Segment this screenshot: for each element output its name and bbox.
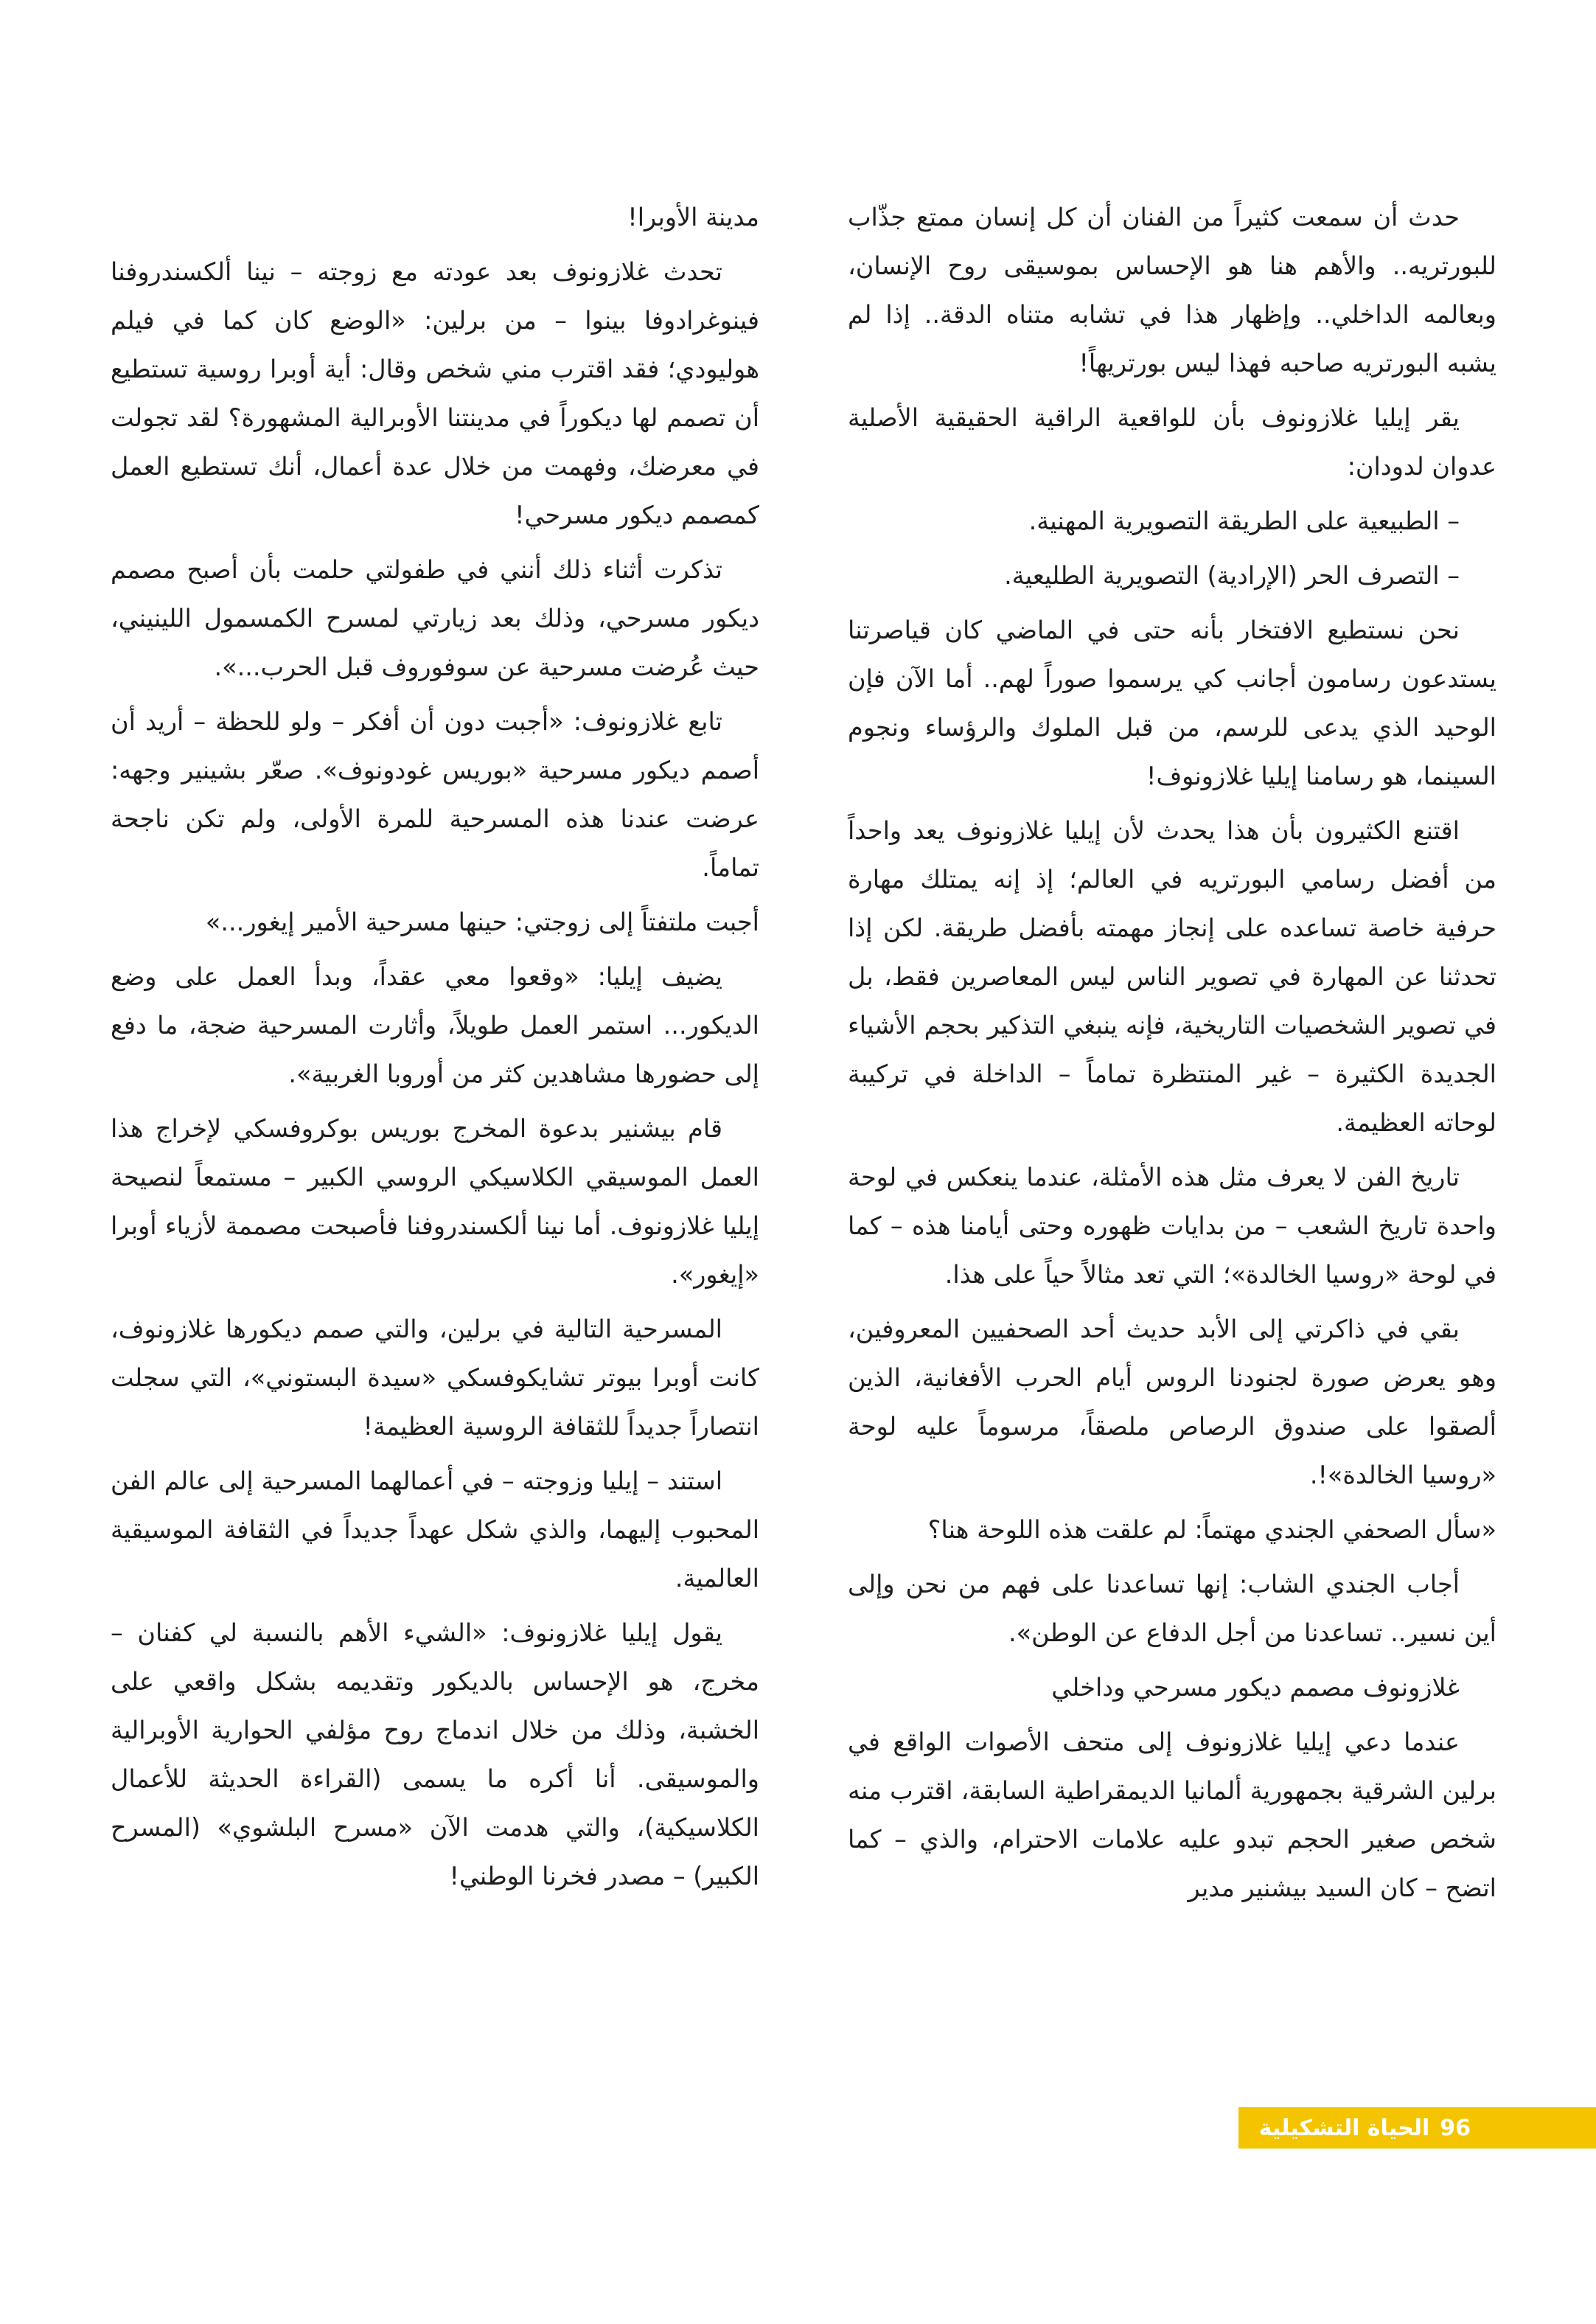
paragraph: قام بيشنير بدعوة المخرج بوريس بوكروفسكي لإخراج هذا العمل الموسيقي الكلاسيكي الروسي الكبير – مستمعاً لنصيحة إيليا غلازونوف. أما نينا ألكسندروفنا فأصبحت مصممة لأزياء أوبرا «إيغور».	[111, 1114, 759, 1289]
paragraph: بقي في ذاكرتي إلى الأبد حديث أحد الصحفيين المعروفين، وهو يعرض صورة لجنودنا الروس أيام الحرب الأفغانية، الذين ألصقوا على صندوق الرصاص ملصقاً، مرسوماً عليه لوحة «روسيا الخالدة»!.	[848, 1315, 1496, 1489]
paragraph: نحن نستطيع الافتخار بأنه حتى في الماضي كان قياصرتنا يستدعون رسامون أجانب كي يرسموا صوراً لهم.. أما الآن فإن الوحيد الذي يدعى للرسم، من قبل الملوك والرؤساء ونجوم السينما، هو رسامنا إيليا غلازونوف!	[848, 616, 1496, 790]
paragraph: يضيف إيليا: «وقعوا معي عقداً، وبدأ العمل على وضع الديكور... استمر العمل طويلاً، وأثارت المسرحية ضجة، ما دفع إلى حضورها مشاهدين كثر من أوروبا الغربية».	[111, 962, 759, 1088]
paragraph: يقر إيليا غلازونوف بأن للواقعية الراقية الحقيقية الأصلية عدوان لدودان:	[848, 403, 1496, 481]
paragraph: تحدث غلازونوف بعد عودته مع زوجته – نينا ألكسندروفنا فينوغرادوفا بينوا – من برلين: «الوضع كان كما في فيلم هوليودي؛ فقد اقترب مني شخص وقال: أية أوبرا روسية تستطيع أن تصمم لها ديكوراً في مدينتنا الأوبرالية المشهورة؟ لقد تجولت في معرضك، وفهمت من خلال عدة أعمال، أنك تستطيع العمل كمصمم ديكور مسرحي!	[111, 257, 759, 529]
quote-paragraph: «سأل الصحفي الجندي مهتماً: لم علقت هذه اللوحة هنا؟	[927, 1515, 1496, 1544]
paragraph: أجبت ملتفتاً إلى زوجتي: حينها مسرحية الأمير إيغور...»	[205, 908, 759, 936]
paragraph: تابع غلازونوف: «أجبت دون أن أفكر – ولو للحظة – أريد أن أصمم ديكور مسرحية «بوريس غودونوف». صعّر بشينير وجهه: عرضت عندنا هذه المسرحية للمرة الأولى، ولم تكن ناجحة تماماً.	[111, 707, 759, 882]
magazine-title: الحياة التشكيلية	[1258, 2115, 1430, 2141]
paragraph: تذكرت أثناء ذلك أنني في طفولتي حلمت بأن أصبح مصمم ديكور مسرحي، وذلك بعد زيارتي لمسرح الكمسمول اللينيني، حيث عُرضت مسرحية عن سوفوروف قبل الحرب...».	[111, 555, 759, 681]
paragraph: يقول إيليا غلازونوف: «الشيء الأهم بالنسبة لي كفنان – مخرج، هو الإحساس بالديكور وتقديمه بشكل واقعي على الخشبة، وذلك من خلال اندماج روح مؤلفي الحوارية الأوبرالية والموسيقى. أنا أكره ما يسمى (القراءة الحديثة للأعمال الكلاسيكية)، والتي هدمت الآن «مسرح البلشوي» (المسرح الكبير) – مصدر فخرنا الوطني!	[111, 1618, 759, 1890]
list-item: – الطبيعية على الطريقة التصويرية المهنية.	[1028, 507, 1460, 535]
footer-band	[1238, 2107, 1596, 2149]
left-column	[111, 193, 759, 1907]
paragraph: مدينة الأوبرا!	[627, 203, 759, 232]
right-column	[848, 193, 1496, 1918]
paragraph: تاريخ الفن لا يعرف مثل هذه الأمثلة، عندما ينعكس في لوحة واحدة تاريخ الشعب – من بدايات ظهوره وحتى أيامنا هذه – كما في لوحة «روسيا الخالدة»؛ التي تعد مثالاً حياً على هذا.	[848, 1163, 1496, 1289]
section-subheading: غلازونوف مصمم ديكور مسرحي وداخلي	[1051, 1673, 1460, 1702]
paragraph: استند – إيليا وزوجته – في أعمالهما المسرحية إلى عالم الفن المحبوب إليهما، والذي شكل عهداً جديداً في الثقافة الموسيقية العالمية.	[111, 1467, 759, 1593]
paragraph: المسرحية التالية في برلين، والتي صمم ديكورها غلازونوف، كانت أوبرا بيوتر تشايكوفسكي «سيدة البستوني»، التي سجلت انتصاراً جديداً للثقافة الروسية العظيمة!	[111, 1315, 759, 1441]
list-item: – التصرف الحر (الإرادية) التصويرية الطليعية.	[1004, 561, 1460, 590]
paragraph: اقتنع الكثيرون بأن هذا يحدث لأن إيليا غلازونوف يعد واحداً من أفضل رسامي البورتريه في العالم؛ إذ إنه يمتلك مهارة حرفية خاصة تساعده على إنجاز مهمته بأفضل طريقة. لكن إذا تحدثنا عن المهارة في تصوير الناس ليس المعاصرين فقط، بل في تصوير الشخصيات التاريخية، فإنه ينبغي التذكير بحجم الأشياء الجديدة الكثيرة – غير المنتظرة تماماً – الداخلة في تركيبة لوحاته العظيمة.	[848, 816, 1496, 1137]
paragraph: عندما دعي إيليا غلازونوف إلى متحف الأصوات الواقع في برلين الشرقية بجمهورية ألمانيا الديمقراطية السابقة، اقترب منه شخص صغير الحجم تبدو عليه علامات الاحترام، والذي – كما اتضح – كان السيد بيشنير مدير	[848, 1728, 1496, 1902]
paragraph: حدث أن سمعت كثيراً من الفنان أن كل إنسان ممتع جذّاب للبورتريه.. والأهم هنا هو الإحساس بموسيقى روح الإنسان، وبعالمه الداخلي.. وإظهار هذا في تشابه متناه الدقة.. إذا لم يشبه البورتريه صاحبه فهذا ليس بورتريهاً!	[848, 203, 1496, 378]
page-number: 96	[1440, 2115, 1471, 2141]
paragraph: أجاب الجندي الشاب: إنها تساعدنا على فهم من نحن وإلى أين نسير.. تساعدنا من أجل الدفاع عن الوطن».	[848, 1570, 1496, 1647]
